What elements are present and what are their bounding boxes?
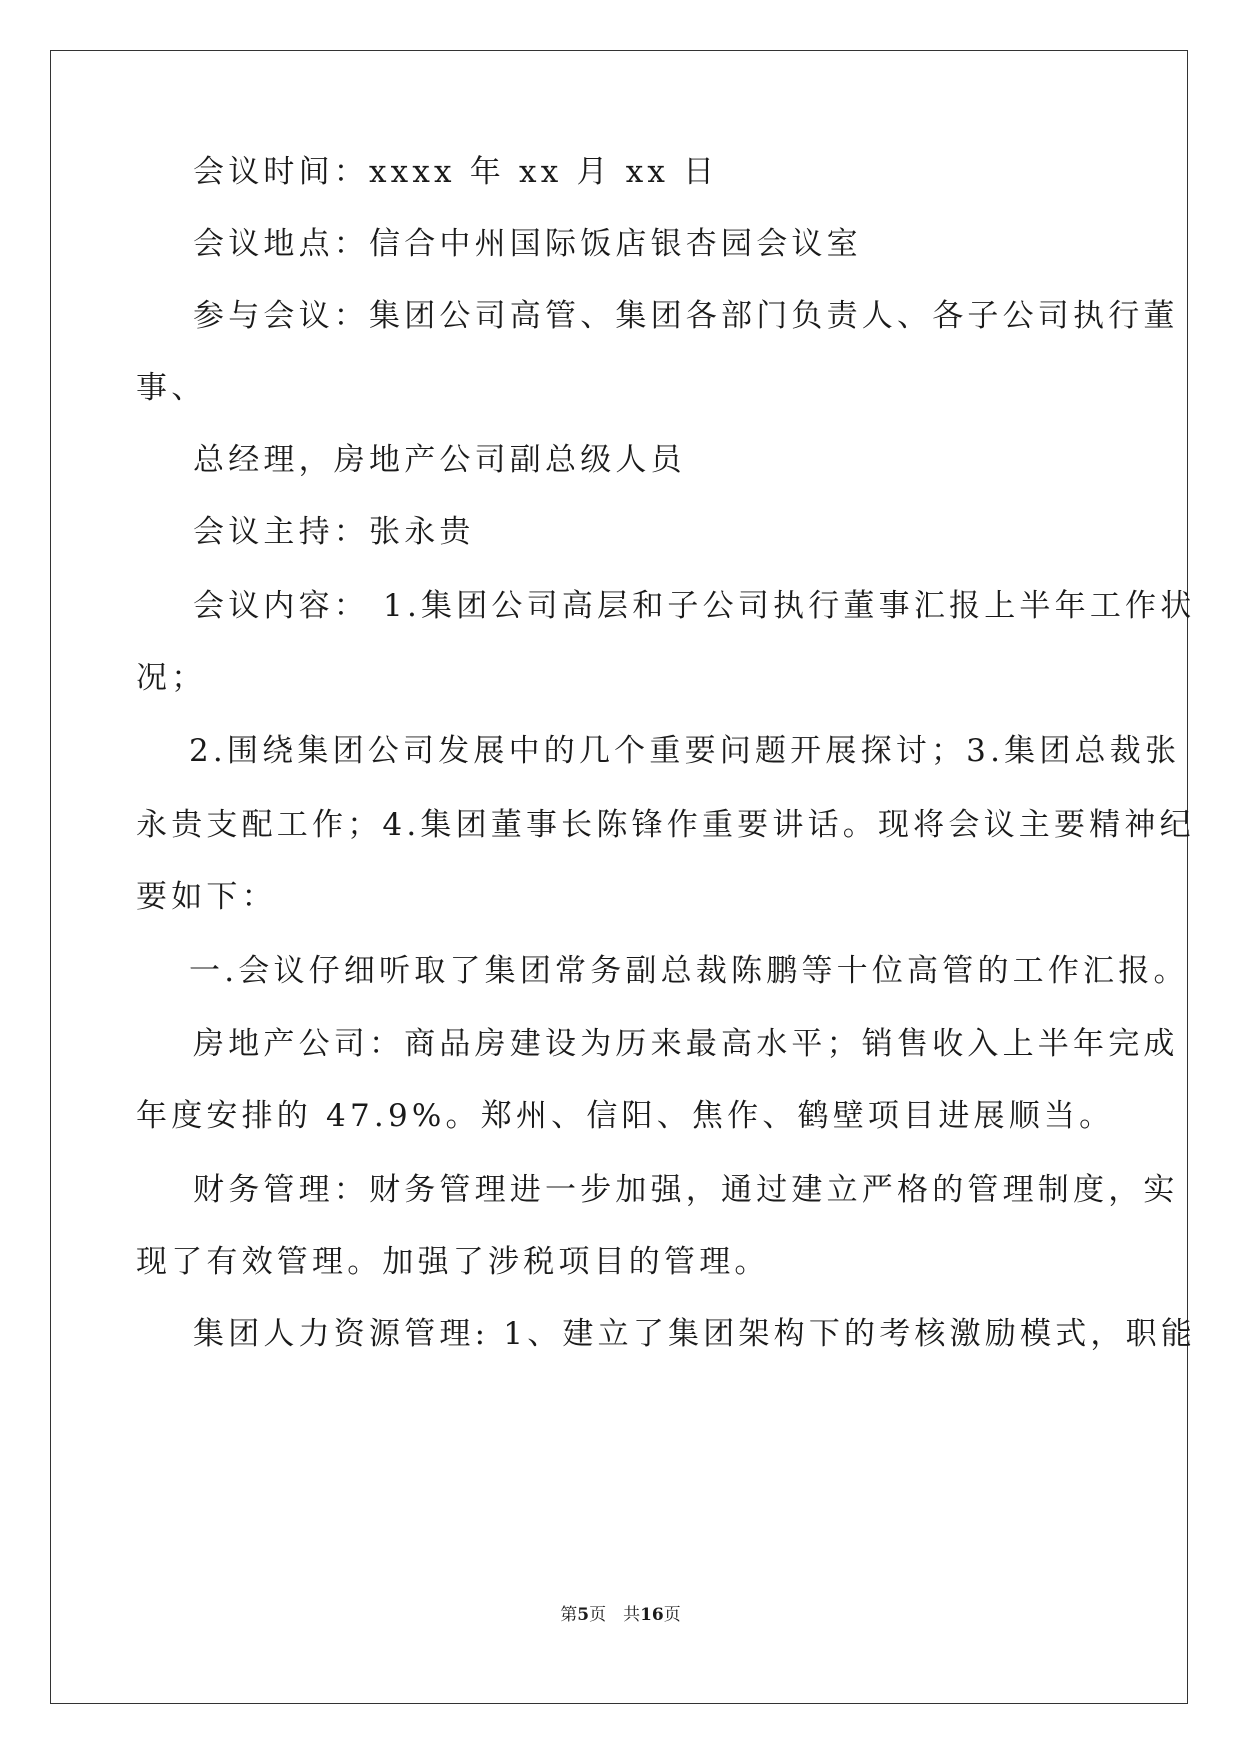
text-line-hr: 集团人力资源管理: 1、建立了集团架构下的考核激励模式，职能 — [193, 1316, 1197, 1352]
footer-suffix: 页 — [663, 1605, 681, 1625]
text-line-finance: 财务管理：财务管理进一步加强，通过建立严格的管理制度，实 — [193, 1172, 1179, 1208]
text-line-finance-cont: 现了有效管理。加强了涉税项目的管理。 — [136, 1244, 770, 1280]
text-line-item-2-cont-2: 要如下： — [136, 879, 277, 915]
text-line-host: 会议主持：张永贵 — [193, 514, 475, 550]
text-line-attendees: 参与会议：集团公司高管、集团各部门负责人、各子公司执行董 — [193, 298, 1179, 334]
text-line-meeting-time: 会议时间：xxxx 年 xx 月 xx 日 — [193, 154, 719, 190]
text-line-content: 会议内容： 1.集团公司高层和子公司执行董事汇报上半年工作状 — [193, 588, 1196, 624]
footer-total-pages: 16 — [640, 1605, 664, 1625]
footer-page-number: 5 — [577, 1605, 590, 1625]
text-line-item-2-cont: 永贵支配工作；4.集团董事长陈锋作重要讲话。现将会议主要精神纪 — [136, 807, 1195, 843]
footer-prefix: 第 — [560, 1605, 578, 1625]
text-line-item-2: 2.围绕集团公司发展中的几个重要问题开展探讨；3.集团总裁张 — [189, 733, 1181, 769]
text-line-section-1: 一.会议仔细听取了集团常务副总裁陈鹏等十位高管的工作汇报。 — [189, 953, 1189, 989]
page-footer — [0, 1600, 1241, 1625]
text-line-meeting-location: 会议地点：信合中州国际饭店银杏园会议室 — [193, 226, 862, 262]
footer-mid: 页 共 — [589, 1605, 641, 1625]
text-line-attendees-cont: 事、 — [136, 370, 207, 406]
text-line-real-estate-cont: 年度安排的 47.9%。郑州、信阳、焦作、鹤壁项目进展顺当。 — [136, 1098, 1115, 1134]
text-line-content-cont: 况； — [136, 660, 207, 696]
text-line-real-estate: 房地产公司：商品房建设为历来最高水平；销售收入上半年完成 — [193, 1026, 1179, 1062]
text-line-attendees-cont-2: 总经理，房地产公司副总级人员 — [193, 442, 686, 478]
